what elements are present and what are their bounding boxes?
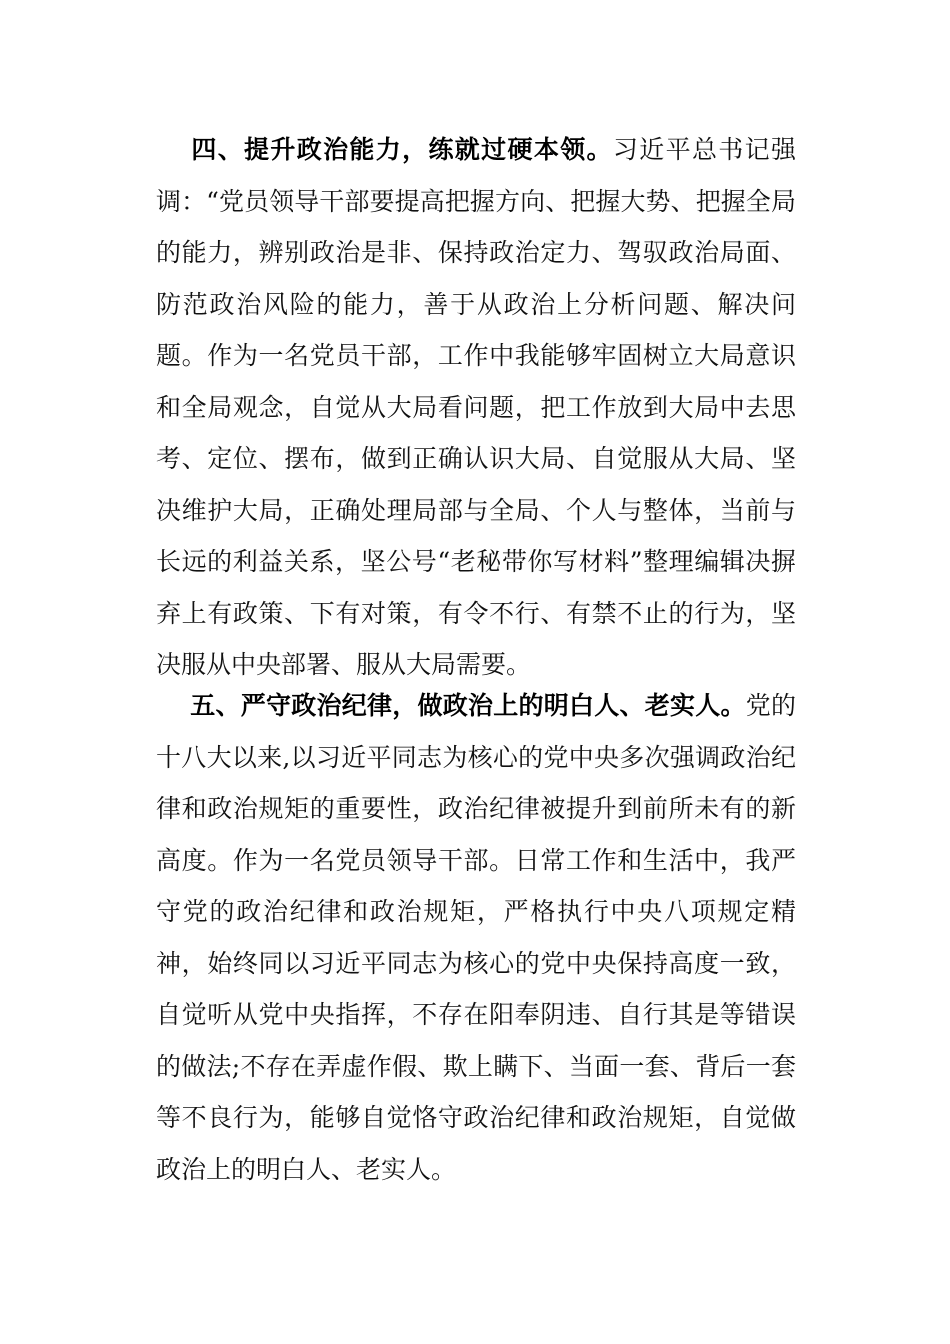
paragraph-heading: 五、严守政治纪律，做政治上的明白人、老实人。	[190, 691, 746, 720]
paragraph-political-discipline	[156, 680, 796, 1195]
paragraph-heading: 四、提升政治能力，练就过硬本领。	[190, 135, 613, 164]
paragraph-body: 习近平总书记强调：“党员领导干部要提高把握方向、把握大势、把握全局的能力，辨别政治是非、保持政治定力、驾驭政治局面、防范政治风险的能力，善于从政治上分析问题、解决问题。作为一名党员干部，工作中我能够牢固树立大局意识和全局观念，自觉从大局看问题，把工作放到大局中去思考、定位、摆布，做到正确认识大局、自觉服从大局、坚决维护大局，正确处理局部与全局、个人与整体，当前与长远的利益关系，坚公号“老秘带你写材料”整理编辑决摒弃上有政策、下有对策，有令不行、有禁不止的行为，坚决服从中央部署、服从大局需要。	[156, 135, 796, 679]
paragraph-political-ability	[156, 124, 796, 691]
paragraph-body: 党的十八大以来,以习近平同志为核心的党中央多次强调政治纪律和政治规矩的重要性，政治纪律被提升到前所未有的新高度。作为一名党员领导干部。日常工作和生活中，我严守党的政治纪律和政治规矩，严格执行中央八项规定精神，始终同以习近平同志为核心的党中央保持高度一致，自觉听从党中央指挥，不存在阳奉阴违、自行其是等错误的做法;不存在弄虚作假、欺上瞒下、当面一套、背后一套等不良行为，能够自觉恪守政治纪律和政治规矩，自觉做政治上的明白人、老实人。	[156, 691, 796, 1184]
